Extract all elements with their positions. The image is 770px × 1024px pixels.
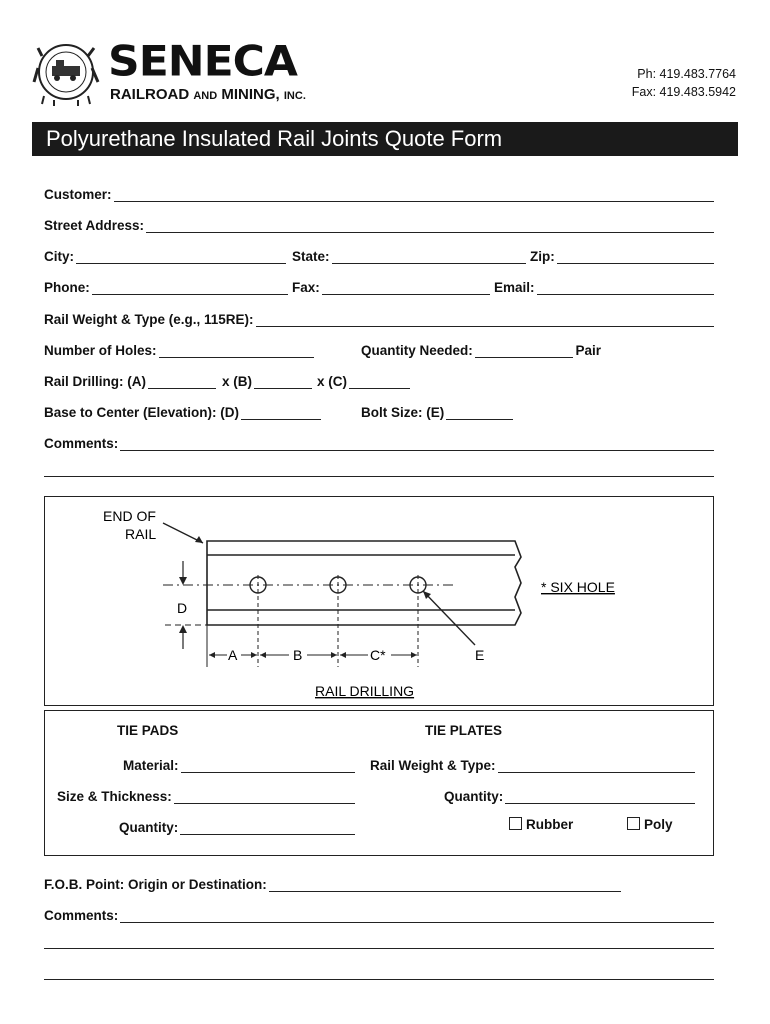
quantity-needed-field[interactable] <box>361 338 601 358</box>
street-field[interactable] <box>44 213 714 233</box>
fob-field[interactable] <box>44 872 621 892</box>
fax-line[interactable] <box>322 280 490 295</box>
customer-row <box>44 182 714 202</box>
end-of-rail-label-2: RAIL <box>125 526 157 542</box>
poly-label: Poly <box>644 817 673 832</box>
drilling-a-line[interactable] <box>148 374 216 389</box>
rail-weight-label: Rail Weight & Type (e.g., 115RE): <box>44 312 254 327</box>
fob-label: F.O.B. Point: Origin or Destination: <box>44 877 267 892</box>
comments-extra-line[interactable] <box>44 476 714 477</box>
holes-line[interactable] <box>159 343 314 358</box>
street-label: Street Address: <box>44 218 145 233</box>
rubber-checkbox[interactable] <box>509 817 522 830</box>
six-hole-label: * SIX HOLE <box>541 579 615 595</box>
state-field[interactable] <box>292 244 526 264</box>
bottom-comments-row <box>44 903 714 923</box>
city-label: City: <box>44 249 74 264</box>
pads-quantity-row <box>119 815 355 835</box>
drilling-b-field[interactable] <box>222 369 312 389</box>
phone-field[interactable] <box>44 275 288 295</box>
brand-name: SENECA <box>108 37 297 86</box>
rail-drilling-svg <box>45 497 712 704</box>
email-line[interactable] <box>537 280 714 295</box>
drilling-b-label: x (B) <box>222 374 252 389</box>
base-center-row <box>44 400 714 420</box>
poly-checkbox[interactable] <box>627 817 640 830</box>
customer-line[interactable] <box>114 187 714 202</box>
bolt-size-line[interactable] <box>446 405 513 420</box>
phone-row <box>44 275 714 295</box>
rail-drilling-diagram <box>44 496 714 706</box>
fob-line[interactable] <box>269 877 621 892</box>
bottom-comments-extra-line-2[interactable] <box>44 979 714 980</box>
comments-row <box>44 431 714 451</box>
holes-label: Number of Holes: <box>44 343 157 358</box>
b-dimension-label: B <box>293 647 303 663</box>
comments-label: Comments: <box>44 436 119 451</box>
tie-plates-heading: TIE PLATES <box>425 723 503 738</box>
rail-drilling-row <box>44 369 714 389</box>
fax-number: Fax: 419.483.5942 <box>631 85 736 99</box>
brand-subtitle: RAILROAD AND MINING, INC. <box>110 86 306 103</box>
quantity-needed-line[interactable] <box>475 343 574 358</box>
tie-pads-plates-box <box>44 710 714 856</box>
plate-rail-weight-line[interactable] <box>498 758 695 773</box>
phone-line[interactable] <box>92 280 288 295</box>
bottom-comments-extra-line-1[interactable] <box>44 948 714 949</box>
phone-label: Phone: <box>44 280 90 295</box>
state-label: State: <box>292 249 330 264</box>
pair-label: Pair <box>575 343 601 358</box>
base-center-field[interactable] <box>44 400 321 420</box>
plate-rail-weight-label: Rail Weight & Type: <box>370 758 496 773</box>
street-line[interactable] <box>146 218 714 233</box>
size-thickness-label: Size & Thickness: <box>57 789 172 804</box>
e-label: E <box>475 647 485 663</box>
pads-quantity-label: Quantity: <box>119 820 179 835</box>
tie-pads-heading: TIE PADS <box>117 723 179 738</box>
quantity-needed-label: Quantity Needed: <box>361 343 473 358</box>
end-of-rail-label-1: END OF <box>103 508 156 524</box>
pads-quantity-line[interactable] <box>180 820 355 835</box>
base-center-label: Base to Center (Elevation): (D) <box>44 405 240 420</box>
fax-field[interactable] <box>292 275 490 295</box>
poly-option[interactable] <box>627 817 673 832</box>
holes-field[interactable] <box>44 338 314 358</box>
rail-weight-field[interactable] <box>44 307 714 327</box>
city-row <box>44 244 714 264</box>
fax-label: Fax: <box>292 280 320 295</box>
plate-rail-weight-row <box>370 753 695 773</box>
email-label: Email: <box>494 280 535 295</box>
plates-quantity-row <box>444 784 695 804</box>
bolt-size-field[interactable] <box>361 400 513 420</box>
holes-row <box>44 338 714 358</box>
d-dimension-label: D <box>177 600 188 616</box>
material-row <box>123 753 355 773</box>
rail-weight-line[interactable] <box>256 312 714 327</box>
seneca-emblem-logo <box>32 38 100 106</box>
zip-field[interactable] <box>530 244 714 264</box>
material-field[interactable] <box>123 753 355 773</box>
rubber-option[interactable] <box>509 817 573 832</box>
plates-quantity-line[interactable] <box>505 789 695 804</box>
drilling-c-line[interactable] <box>349 374 410 389</box>
size-thickness-field[interactable] <box>57 784 355 804</box>
customer-label: Customer: <box>44 187 112 202</box>
drilling-c-field[interactable] <box>317 369 410 389</box>
rubber-label: Rubber <box>526 817 574 832</box>
bolt-size-label: Bolt Size: (E) <box>361 405 445 420</box>
rail-weight-row <box>44 307 714 327</box>
bottom-comments-field[interactable] <box>44 903 714 923</box>
size-thickness-row <box>57 784 355 804</box>
bottom-comments-label: Comments: <box>44 908 119 923</box>
zip-line[interactable] <box>557 249 714 264</box>
c-dimension-label: C* <box>370 647 386 663</box>
a-dimension-label: A <box>228 647 238 663</box>
plates-quantity-field[interactable] <box>444 784 695 804</box>
street-row <box>44 213 714 233</box>
pads-quantity-field[interactable] <box>119 815 355 835</box>
base-center-line[interactable] <box>241 405 321 420</box>
rail-drilling-caption: RAIL DRILLING <box>315 683 415 699</box>
drilling-c-label: x (C) <box>317 374 347 389</box>
plates-quantity-label: Quantity: <box>444 789 504 804</box>
drilling-a-field[interactable] <box>44 369 216 389</box>
comments-line[interactable] <box>120 436 714 451</box>
bottom-comments-line[interactable] <box>120 908 714 923</box>
comments-field[interactable] <box>44 431 714 451</box>
drilling-b-line[interactable] <box>254 374 312 389</box>
size-thickness-line[interactable] <box>174 789 355 804</box>
form-title: Polyurethane Insulated Rail Joints Quote Form <box>32 122 738 156</box>
zip-label: Zip: <box>530 249 555 264</box>
material-line[interactable] <box>181 758 355 773</box>
email-field[interactable] <box>494 275 714 295</box>
drilling-a-label: Rail Drilling: (A) <box>44 374 146 389</box>
plate-rail-weight-field[interactable] <box>370 753 695 773</box>
city-field[interactable] <box>44 244 286 264</box>
phone-number: Ph: 419.483.7764 <box>637 67 736 81</box>
contact-info <box>632 65 736 101</box>
state-line[interactable] <box>332 249 526 264</box>
fob-row <box>44 872 714 892</box>
material-label: Material: <box>123 758 179 773</box>
customer-field[interactable] <box>44 182 714 202</box>
city-line[interactable] <box>76 249 286 264</box>
